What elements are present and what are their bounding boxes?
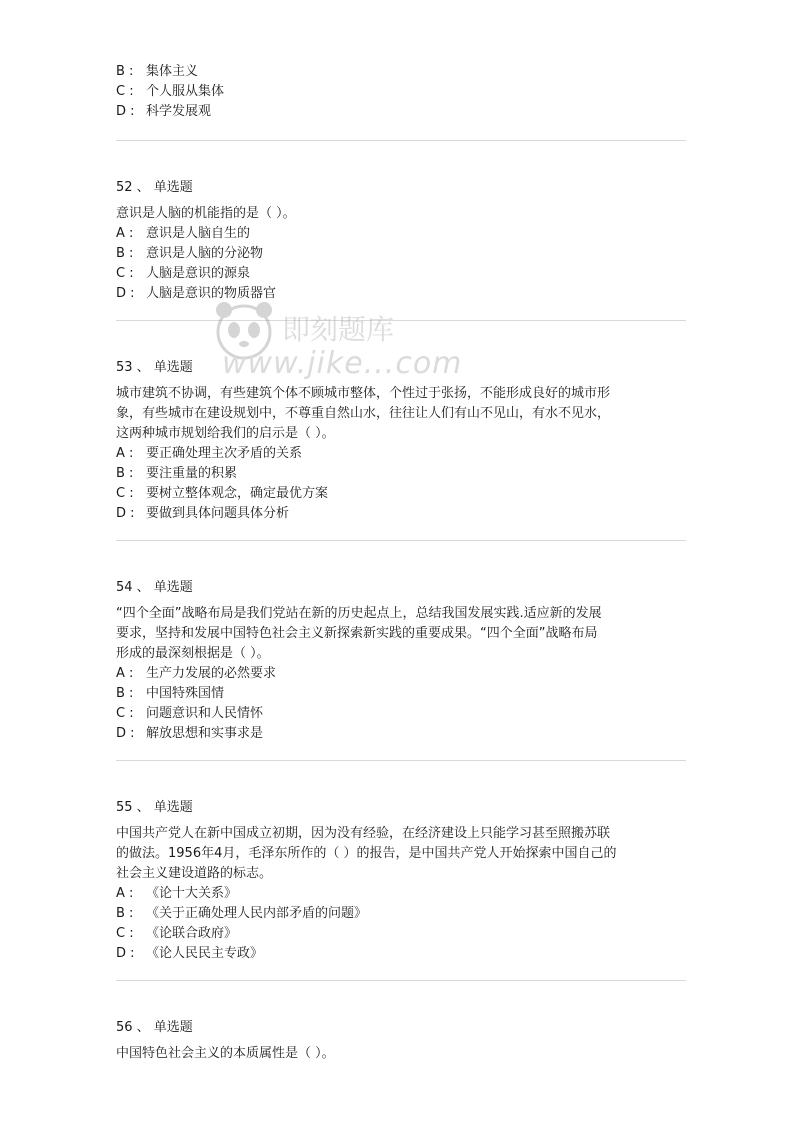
option-b[interactable]: B : 意识是人脑的分泌物 [116, 246, 264, 261]
option-b[interactable]: B : 要注重量的积累 [116, 466, 238, 481]
option-c[interactable]: C : 《论联合政府》 [116, 926, 238, 941]
option-d[interactable]: D : 解放思想和实事求是 [116, 726, 264, 741]
option-a[interactable]: A : 意识是人脑自生的 [116, 226, 251, 241]
panda-logo-icon [212, 298, 276, 362]
prev-question-options [116, 62, 686, 122]
option-a[interactable]: A : 要正确处理主次矛盾的关系 [116, 446, 303, 461]
divider [116, 980, 686, 981]
divider [116, 140, 686, 141]
question-header: 56 、 单选题 [116, 1020, 193, 1035]
question-stem: 意识是人脑的机能指的是（ ）。 [116, 206, 296, 221]
question-stem-line: 这两种城市规划给我们的启示是（ ）。 [116, 426, 335, 441]
question-stem-line: 城市建筑不协调，有些建筑个体不顾城市整体，个性过于张扬，不能形成良好的城市形 [116, 386, 611, 401]
divider [116, 320, 686, 321]
question-56 [116, 1018, 686, 1064]
question-header: 55 、 单选题 [116, 800, 193, 815]
question-52 [116, 178, 686, 304]
question-stem-line: 要求，坚持和发展中国特色社会主义新探索新实践的重要成果。“四个全面”战略布局 [116, 626, 598, 641]
option-d[interactable]: D : 人脑是意识的物质器官 [116, 286, 277, 301]
question-stem-line: 中国共产党人在新中国成立初期，因为没有经验，在经济建设上只能学习甚至照搬苏联 [116, 826, 611, 841]
question-header: 52 、 单选题 [116, 180, 193, 195]
question-55 [116, 798, 686, 964]
divider [116, 760, 686, 761]
option-a[interactable]: A : 《论十大关系》 [116, 886, 238, 901]
option-b[interactable]: B : 集体主义 [116, 64, 199, 79]
watermark-url: www.jike...com [222, 346, 463, 381]
question-stem-line: 的做法。1956年4月，毛泽东所作的（ ）的报告，是中国共产党人开始探索中国自己的 [116, 846, 617, 861]
question-stem: 中国特色社会主义的本质属性是（ ）。 [116, 1046, 335, 1061]
option-b[interactable]: B : 《关于正确处理人民内部矛盾的问题》 [116, 906, 368, 921]
option-d[interactable]: D : 《论人民民主专政》 [116, 946, 264, 961]
question-53 [116, 358, 686, 524]
option-a[interactable]: A : 生产力发展的必然要求 [116, 666, 277, 681]
option-c[interactable]: C : 人脑是意识的源泉 [116, 266, 251, 281]
option-c[interactable]: C : 个人服从集体 [116, 84, 225, 99]
option-b[interactable]: B : 中国特殊国情 [116, 686, 225, 701]
question-stem-line: 形成的最深刻根据是（ ）。 [116, 646, 270, 661]
option-c[interactable]: C : 问题意识和人民情怀 [116, 706, 264, 721]
divider [116, 540, 686, 541]
watermark-brand: 即刻题库 [282, 313, 395, 346]
question-header: 54 、 单选题 [116, 580, 193, 595]
option-d[interactable]: D : 科学发展观 [116, 104, 212, 119]
question-stem-line: “四个全面”战略布局是我们党站在新的历史起点上，总结我国发展实践.适应新的发展 [116, 606, 602, 621]
question-54 [116, 578, 686, 744]
option-c[interactable]: C : 要树立整体观念，确定最优方案 [116, 486, 329, 501]
option-d[interactable]: D : 要做到具体问题具体分析 [116, 506, 290, 521]
question-stem-line: 象，有些城市在建设规划中，不尊重自然山水，往往让人们有山不见山，有水不见水， [116, 406, 611, 421]
question-header: 53 、 单选题 [116, 360, 193, 375]
question-stem-line: 社会主义建设道路的标志。 [116, 866, 273, 881]
